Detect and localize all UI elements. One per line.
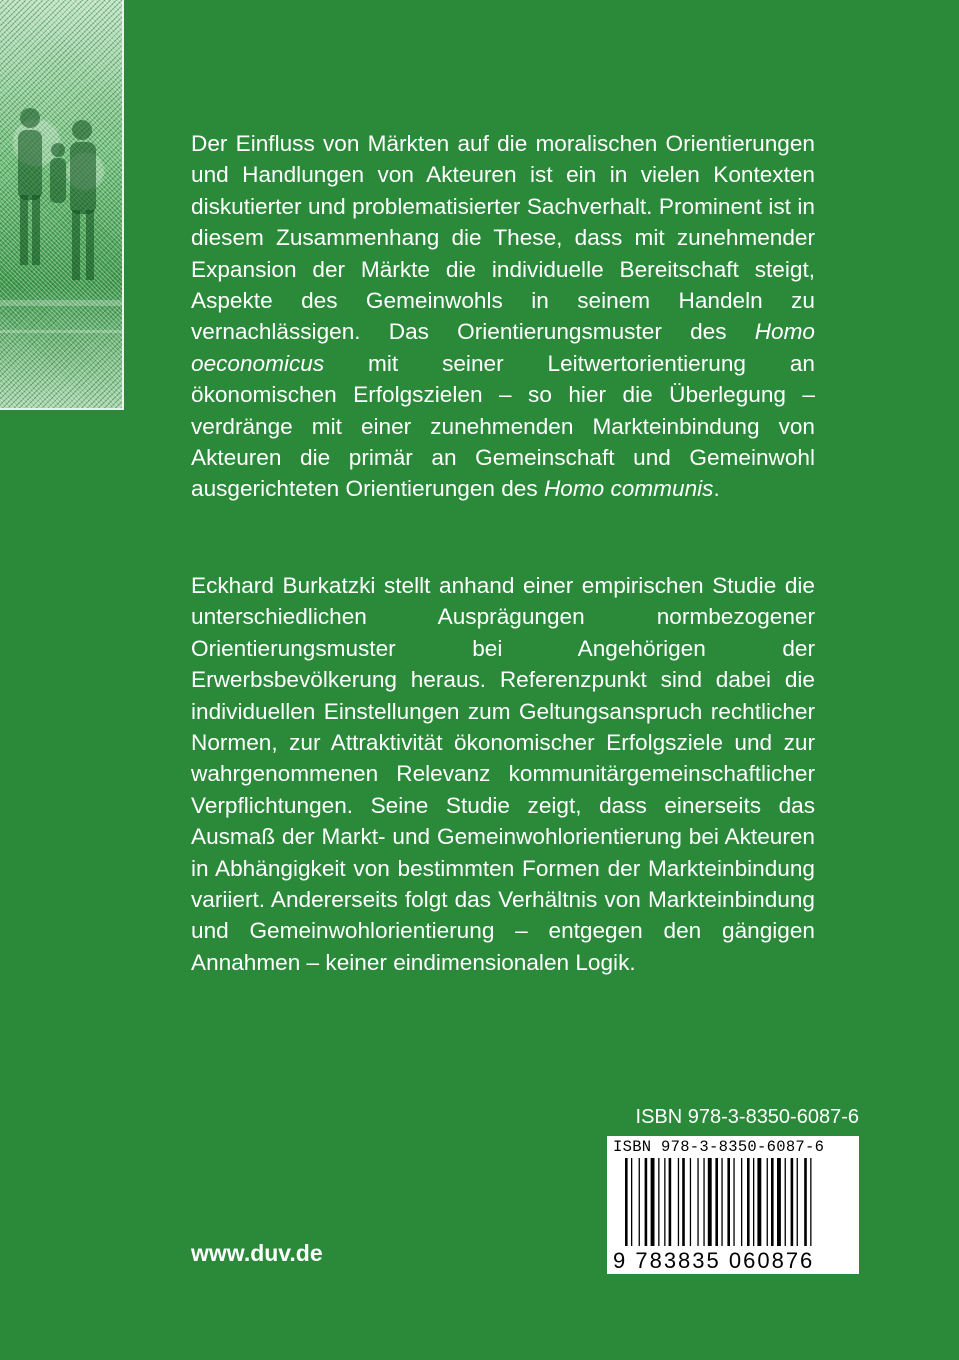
barcode xyxy=(607,1136,859,1274)
barcode-bar xyxy=(639,1158,640,1246)
barcode-bar xyxy=(797,1158,798,1246)
barcode-bar xyxy=(767,1158,768,1246)
barcode-isbn-text: ISBN 978-3-8350-6087-6 xyxy=(613,1138,825,1156)
barcode-bar xyxy=(708,1158,712,1246)
barcode-bar xyxy=(658,1158,659,1246)
barcode-bar xyxy=(697,1158,698,1246)
description-paragraph-1 xyxy=(191,128,815,505)
barcode-digits: 9 783835 060876 xyxy=(613,1248,815,1273)
cover-photo xyxy=(0,0,124,410)
barcode-bar xyxy=(753,1158,754,1246)
barcode-bar xyxy=(741,1158,742,1246)
barcode-bar xyxy=(727,1158,730,1246)
barcode-bar xyxy=(747,1158,750,1246)
barcode-bar xyxy=(785,1158,786,1246)
paragraph-1-term-homo-communis: Homo communis xyxy=(543,476,714,502)
paragraph-1-term-homo-oeconomicus: Homo oeconomicus xyxy=(191,319,815,376)
barcode-bar xyxy=(721,1158,722,1246)
paragraph-1-text-b: mit seiner Leitwertorientierung an ökonomischen Erfolgszielen – so hier die Überlegung – verdränge mit einer zunehmenden Markteinbindung von Akteuren die primär an Gemeinschaft und Gemeinwohl ausgerichteten Orientierungen des xyxy=(191,350,815,502)
paragraph-1-text-a: Der Einfluss von Märkten auf die moralischen Orientierungen und Handlungen von Akteuren ist ein in vielen Kontexten diskutierter und problematisierter Sachverhalt. Prominent ist in diesem Zusammenhang die These, dass mit zunehmender Expansion der Märkte die individuelle Bereitschaft steigt, Aspekte des Gemeinwohls in seinem Handeln zu vernachlässigen. Das Orientierungsmuster des xyxy=(191,131,815,345)
barcode-bar xyxy=(703,1158,704,1246)
publisher-website: www.duv.de xyxy=(191,1240,323,1266)
description-paragraph-2: Eckhard Burkatzki stellt anhand einer empirischen Studie die unterschiedlichen Ausprägungen normbezogener Orientierungsmuster bei Angehörigen der Erwerbsbevölkerung heraus. Referenzpunkt sind dabei die individuellen Einstellungen zum Geltungsanspruch rechtlicher Normen, zur Attraktivität ökonomischer Erfolgsziele und zur wahrgenommenen Relevanz kommunitärgemeinschaftlicher Verpflichtungen. Seine Studie zeigt, dass einerseits das Ausmaß der Markt- und Gemeinwohlorientierung bei Akteuren in Abhängigkeit von bestimmten Formen der Markteinbindung variiert. Andererseits folgt das Verhältnis von Markteinbindung und Gemeinwohlorientierung – entgegen den gängigen Annahmen – keiner eindimensionalen Logik. xyxy=(191,573,815,975)
barcode-bar xyxy=(669,1158,672,1246)
barcode-bar xyxy=(664,1158,665,1246)
barcode-bar xyxy=(651,1158,655,1246)
barcode-bar xyxy=(682,1158,685,1246)
paragraph-1-text-c: . xyxy=(713,476,720,502)
people-silhouette-image xyxy=(0,0,122,408)
barcode-bar xyxy=(625,1158,628,1246)
barcode-bar xyxy=(715,1158,718,1246)
barcode-bar xyxy=(777,1158,781,1246)
barcode-bars xyxy=(611,1158,855,1250)
isbn-label: ISBN 978-3-8350-6087-6 xyxy=(635,1106,859,1128)
barcode-bar xyxy=(804,1158,807,1246)
barcode-bar xyxy=(757,1158,761,1246)
barcode-bar xyxy=(771,1158,774,1246)
barcode-bar xyxy=(645,1158,648,1246)
barcode-bar xyxy=(810,1158,811,1246)
barcode-bar xyxy=(733,1158,734,1246)
barcode-bar xyxy=(631,1158,632,1246)
barcode-bar xyxy=(678,1158,679,1246)
barcode-bar xyxy=(690,1158,691,1246)
barcode-bar xyxy=(791,1158,794,1246)
